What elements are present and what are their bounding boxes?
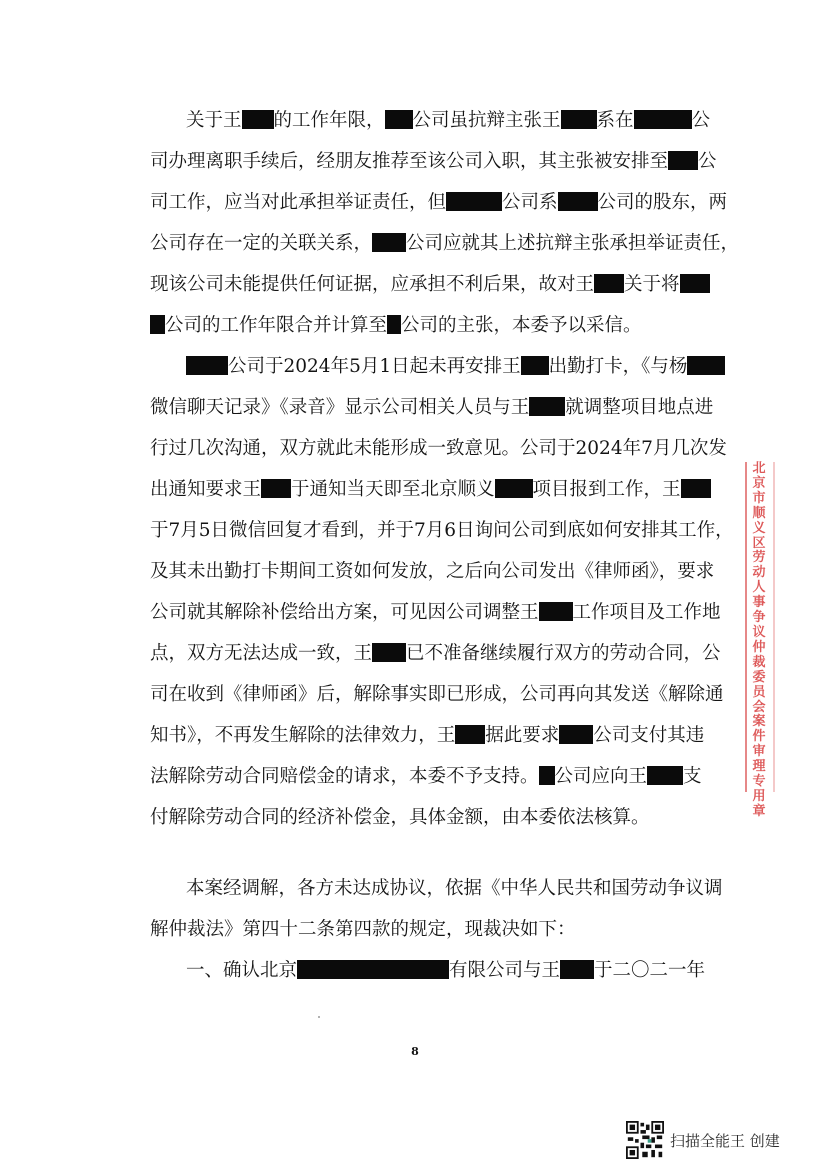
p2-line-2: 微信聊天记录》《录音》显示公司相关人员与王 就调整项目地点进 [150,397,714,418]
p2-line-11: 法解除劳动合同赔偿金的请求，本委不予支持。 公司应向王 支 [150,766,702,787]
p2-line-1: 公司于2024年5月1日起未再安排王 出勤打卡，《与杨 [186,354,756,380]
p2-line-6: 及其未出勤打卡期间工资如何发放，之后向公司发出《律师函》，要求 [150,561,715,582]
p1-line-3: 司工作，应当对此承担举证责任，但 公司系 公司的股东，两 [150,192,728,213]
seal-text: 北京市顺义区劳动人事争议仲裁委员会案件审理专用章 [752,461,766,819]
page-number: 8 [411,1045,419,1058]
p2-line-7: 公司就其解除补偿给出方案，可见因公司调整王 工作项目及工作地 [150,602,721,623]
p1-line-6: 公司的工作年限合并计算至 公司的主张，本委予以采信。 [150,313,720,339]
p1-line-5: 现该公司未能提供任何证据，应承担不利后果，故对王 关于将 [150,272,720,298]
p2-line-9: 司在收到《律师函》后，解除事实即已形成，公司再向其发送《解除通 [150,684,724,705]
scanner-watermark [626,1120,780,1160]
scan-speck [318,1016,320,1018]
p4-line-1: 一、确认北京 有限公司与王 于二〇二一年 [186,960,706,981]
p1-line-2: 司办理离职手续后，经朋友推荐至该公司入职，其主张被安排至 公 [150,151,717,172]
p1-line-1: 关于王 的工作年限， 公司虽抗辩主张王 系在 公 [186,110,711,131]
p2-line-12: 付解除劳动合同的经济补偿金，具体金额，由本委依法核算。 [150,807,650,828]
p3-line-1: 本案经调解，各方未达成协议，依据《中华人民共和国劳动争议调 [186,878,723,899]
qr-code-icon [626,1121,664,1159]
p3-line-2: 解仲裁法》第四十二条第四款的规定，现裁决如下： [150,919,576,940]
official-seal-stamp [745,461,775,819]
p2-line-5: 于7月5日微信回复才看到，并于7月6日询问公司到底如何安排其工作， [150,520,734,541]
p2-line-8: 点，双方无法达成一致，王 已不准备继续履行双方的劳动合同，公 [150,643,721,664]
p1-line-4: 公司存在一定的关联关系， 公司应就其上述抗辩主张承担举证责任， [150,233,740,254]
p2-line-4: 出通知要求王 于通知当天即至北京顺义 项目报到工作，王 [150,477,720,503]
scanner-brand-label: 扫描全能王 创建 [670,1131,780,1150]
p2-line-10: 知书》，不再发生解除的法律效力，王 据此要求 公司支付其违 [150,725,705,746]
p2-line-3: 行过几次沟通，双方就此未能形成一致意见。公司于2024年7月几次发 [150,438,727,459]
